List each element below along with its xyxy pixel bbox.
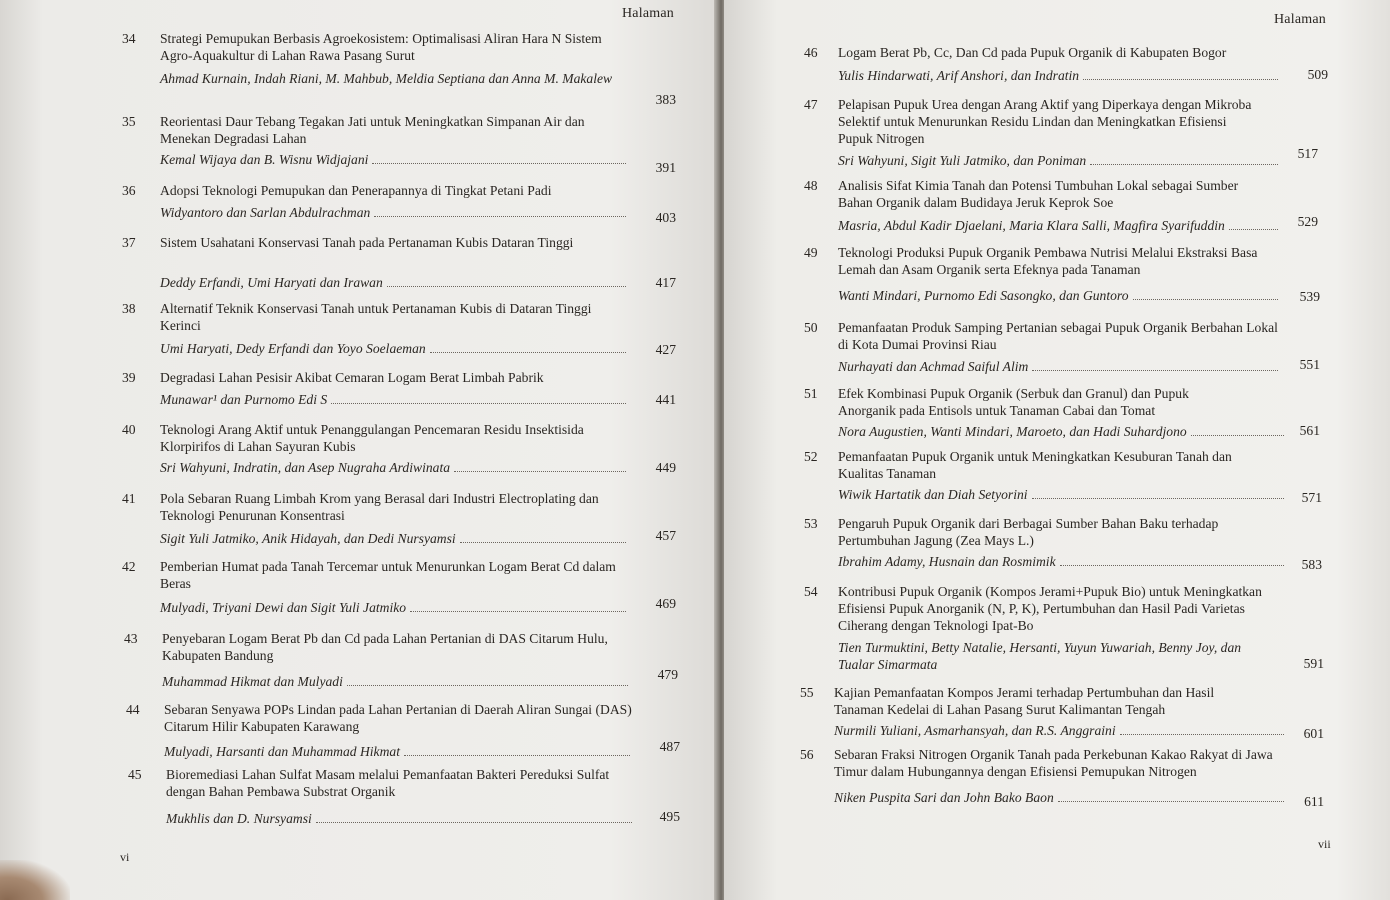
entry-authors: Yulis Hindarwati, Arif Anshori, dan Indratin [838,67,1278,84]
entry-title: Pelapisan Pupuk Urea dengan Arang Aktif yang Diperkaya dengan Mikroba Selektif untuk Menurunkan Residu Lindan dan Meningkatkan Efisiensi Pupuk Nitrogen [838,97,1252,146]
entry-number: 50 [804,320,818,335]
entry-page-number: 427 [655,342,676,357]
page-folio: vi [120,850,130,864]
entry-number: 49 [804,245,818,260]
entry-page-number: 487 [659,739,680,754]
entry-authors: Nora Augustien, Wanti Mindari, Maroeto, dan Hadi Suhardjono [838,423,1284,440]
entry-authors: Deddy Erfandi, Umi Haryati dan Irawan [160,274,626,291]
entry-page-number: 583 [1301,557,1322,572]
entry-page-number: 479 [657,667,678,682]
entry-title: Pola Sebaran Ruang Limbah Krom yang Berasal dari Industri Electroplating dan Teknologi Penurunan Konsentrasi [160,491,599,523]
entry-authors: Mulyadi, Triyani Dewi dan Sigit Yuli Jatmiko [160,599,626,616]
entry-page-number: 571 [1301,490,1322,505]
entry-page-number: 457 [655,528,676,543]
entry-title: Teknologi Produksi Pupuk Organik Pembawa Nutrisi Melalui Ekstraksi Basa Lemah dan Asam Organik serta Efeknya pada Tanaman [838,245,1258,277]
entry-title: Logam Berat Pb, Cc, Dan Cd pada Pupuk Organik di Kabupaten Bogor [838,45,1227,60]
entry-page-number: 495 [659,809,680,824]
entry-number: 48 [804,178,818,193]
entry-title: Bioremediasi Lahan Sulfat Masam melalui Pemanfaatan Bakteri Pereduksi Sulfat dengan Bahan Pembawa Substrat Organik [166,767,610,799]
entry-title: Analisis Sifat Kimia Tanah dan Potensi Tumbuhan Lokal sebagai Sumber Bahan Organik dalam Budidaya Jeruk Keprok Soe [838,178,1239,210]
entry-title: Pemberian Humat pada Tanah Tercemar untuk Menurunkan Logam Berat Cd dalam Beras [160,559,616,591]
entry-number: 36 [122,183,136,198]
entry-authors: Nurhayati dan Achmad Saiful Alim [838,358,1278,375]
entry-title: Sistem Usahatani Konservasi Tanah pada Pertanaman Kubis Dataran Tinggi [160,235,574,250]
entry-title: Sebaran Fraksi Nitrogen Organik Tanah pada Perkebunan Kakao Rakyat di Jawa Timur dalam Hubungannya dengan Efisiensi Pemupukan Nitrogen [834,747,1273,779]
entry-title: Reorientasi Daur Tebang Tegakan Jati untuk Meningkatkan Simpanan Air dan Menekan Degradasi Lahan [160,114,585,146]
entry-title: Degradasi Lahan Pesisir Akibat Cemaran Logam Berat Limbah Pabrik [160,370,544,385]
entry-title: Teknologi Arang Aktif untuk Penanggulangan Pencemaran Residu Insektisida Klorpirifos di Lahan Sayuran Kubis [160,422,584,454]
entry-authors: Ibrahim Adamy, Husnain dan Rosmimik [838,553,1284,570]
entry-number: 45 [128,767,142,782]
entry-authors: Muhammad Hikmat dan Mulyadi [162,673,628,690]
entry-number: 39 [122,370,136,385]
entry-authors: Ahmad Kurnain, Indah Riani, M. Mahbub, Meldia Septiana dan Anna M. Makalew [160,71,613,86]
entry-title: Sebaran Senyawa POPs Lindan pada Lahan Pertanian di Daerah Aliran Sungai (DAS) Citarum Hilir Kabupaten Karawang [164,702,632,734]
entry-page-number: 403 [655,210,676,225]
entry-authors: Widyantoro dan Sarlan Abdulrachman [160,204,626,221]
entry-title: Pemanfaatan Pupuk Organik untuk Meningkatkan Kesuburan Tanah dan Kualitas Tanaman [838,449,1232,481]
entry-page-number: 509 [1307,67,1328,82]
right-page [724,0,1390,900]
page-column-header: Halaman [622,6,674,21]
entry-authors: Wiwik Hartatik dan Diah Setyorini [838,486,1284,503]
entry-title: Kajian Pemanfaatan Kompos Jerami terhadap Pertumbuhan dan Hasil Tanaman Kedelai di Lahan Pasang Surut Kalimantan Tengah [834,685,1215,717]
entry-authors: Wanti Mindari, Purnomo Edi Sasongko, dan Guntoro [838,287,1278,304]
entry-page-number: 449 [655,460,676,475]
entry-number: 43 [124,631,138,646]
entry-authors: Sri Wahyuni, Sigit Yuli Jatmiko, dan Poniman [838,152,1278,169]
entry-title: Penyebaran Logam Berat Pb dan Cd pada Lahan Pertanian di DAS Citarum Hulu, Kabupaten Bandung [162,631,608,663]
entry-authors: Nurmili Yuliani, Asmarhansyah, dan R.S. Anggraini [834,722,1284,739]
entry-number: 46 [804,45,818,60]
entry-number: 54 [804,584,818,599]
entry-page-number: 561 [1299,423,1320,438]
entry-authors: Masria, Abdul Kadir Djaelani, Maria Klara Salli, Magfira Syarifuddin [838,217,1278,234]
entry-page-number: 611 [1304,794,1324,809]
entry-number: 35 [122,114,136,129]
thumb-shadow [0,860,70,900]
entry-authors: Sigit Yuli Jatmiko, Anik Hidayah, dan Dedi Nursyamsi [160,530,626,547]
entry-page-number: 529 [1297,214,1318,229]
entry-number: 44 [126,702,140,717]
entry-number: 38 [122,301,136,316]
entry-page-number: 469 [655,596,676,611]
entry-number: 42 [122,559,136,574]
entry-number: 41 [122,491,136,506]
entry-authors: Tien Turmuktini, Betty Natalie, Hersanti, Yuyun Yuwariah, Benny Joy, dan Tualar Simarmata [838,640,1242,672]
entry-page-number: 417 [655,275,676,290]
entry-number: 51 [804,386,818,401]
toc-entry [122,30,632,110]
entry-number: 47 [804,97,818,112]
entry-title: Efek Kombinasi Pupuk Organik (Serbuk dan Granul) dan Pupuk Anorganik pada Entisols untuk Tanaman Cabai dan Tomat [838,386,1189,418]
entry-authors: Mukhlis dan D. Nursyamsi [166,810,632,827]
entry-number: 55 [800,685,814,700]
entry-authors: Munawar¹ dan Purnomo Edi S [160,391,626,408]
entry-number: 52 [804,449,818,464]
entry-number: 40 [122,422,136,437]
entry-page-number: 601 [1303,726,1324,741]
entry-title: Alternatif Teknik Konservasi Tanah untuk Pertanaman Kubis di Dataran Tinggi Kerinci [160,301,592,333]
entry-authors: Niken Puspita Sari dan John Bako Baon [834,789,1284,806]
entry-authors: Sri Wahyuni, Indratin, dan Asep Nugraha Ardiwinata [160,459,626,476]
entry-page-number: 441 [655,392,676,407]
entry-page-number: 551 [1299,357,1320,372]
entry-page-number: 517 [1297,146,1318,161]
entry-title: Pemanfaatan Produk Samping Pertanian sebagai Pupuk Organik Berbahan Lokal di Kota Dumai Provinsi Riau [838,320,1278,352]
entry-authors: Mulyadi, Harsanti dan Muhammad Hikmat [164,743,630,760]
entry-authors: Umi Haryati, Dedy Erfandi dan Yoyo Soelaeman [160,340,626,357]
entry-page-number: 383 [655,92,676,107]
entry-page-number: 591 [1303,656,1324,671]
entry-authors: Kemal Wijaya dan B. Wisnu Widjajani [160,151,626,168]
entry-page-number: 391 [655,160,676,175]
page-column-header: Halaman [1274,12,1326,27]
entry-title: Pengaruh Pupuk Organik dari Berbagai Sumber Bahan Baku terhadap Pertumbuhan Jagung (Zea Mays L.) [838,516,1219,548]
entry-number: 37 [122,235,136,250]
entry-number: 53 [804,516,818,531]
entry-number: 34 [122,31,136,46]
entry-title: Kontribusi Pupuk Organik (Kompos Jerami+Pupuk Bio) untuk Meningkatkan Efisiensi Pupuk Anorganik (N, P, K), Pertumbuhan dan Hasil Padi Varietas Ciherang dengan Teknologi Ipat-Bo [838,584,1262,633]
entry-title: Adopsi Teknologi Pemupukan dan Penerapannya di Tingkat Petani Padi [160,183,552,198]
entry-number: 56 [800,747,814,762]
entry-title: Strategi Pemupukan Berbasis Agroekosistem: Optimalisasi Aliran Hara N Sistem Agro-Aquakultur di Lahan Rawa Pasang Surut [160,31,602,63]
page-folio: vii [1318,837,1331,851]
entry-page-number: 539 [1299,289,1320,304]
